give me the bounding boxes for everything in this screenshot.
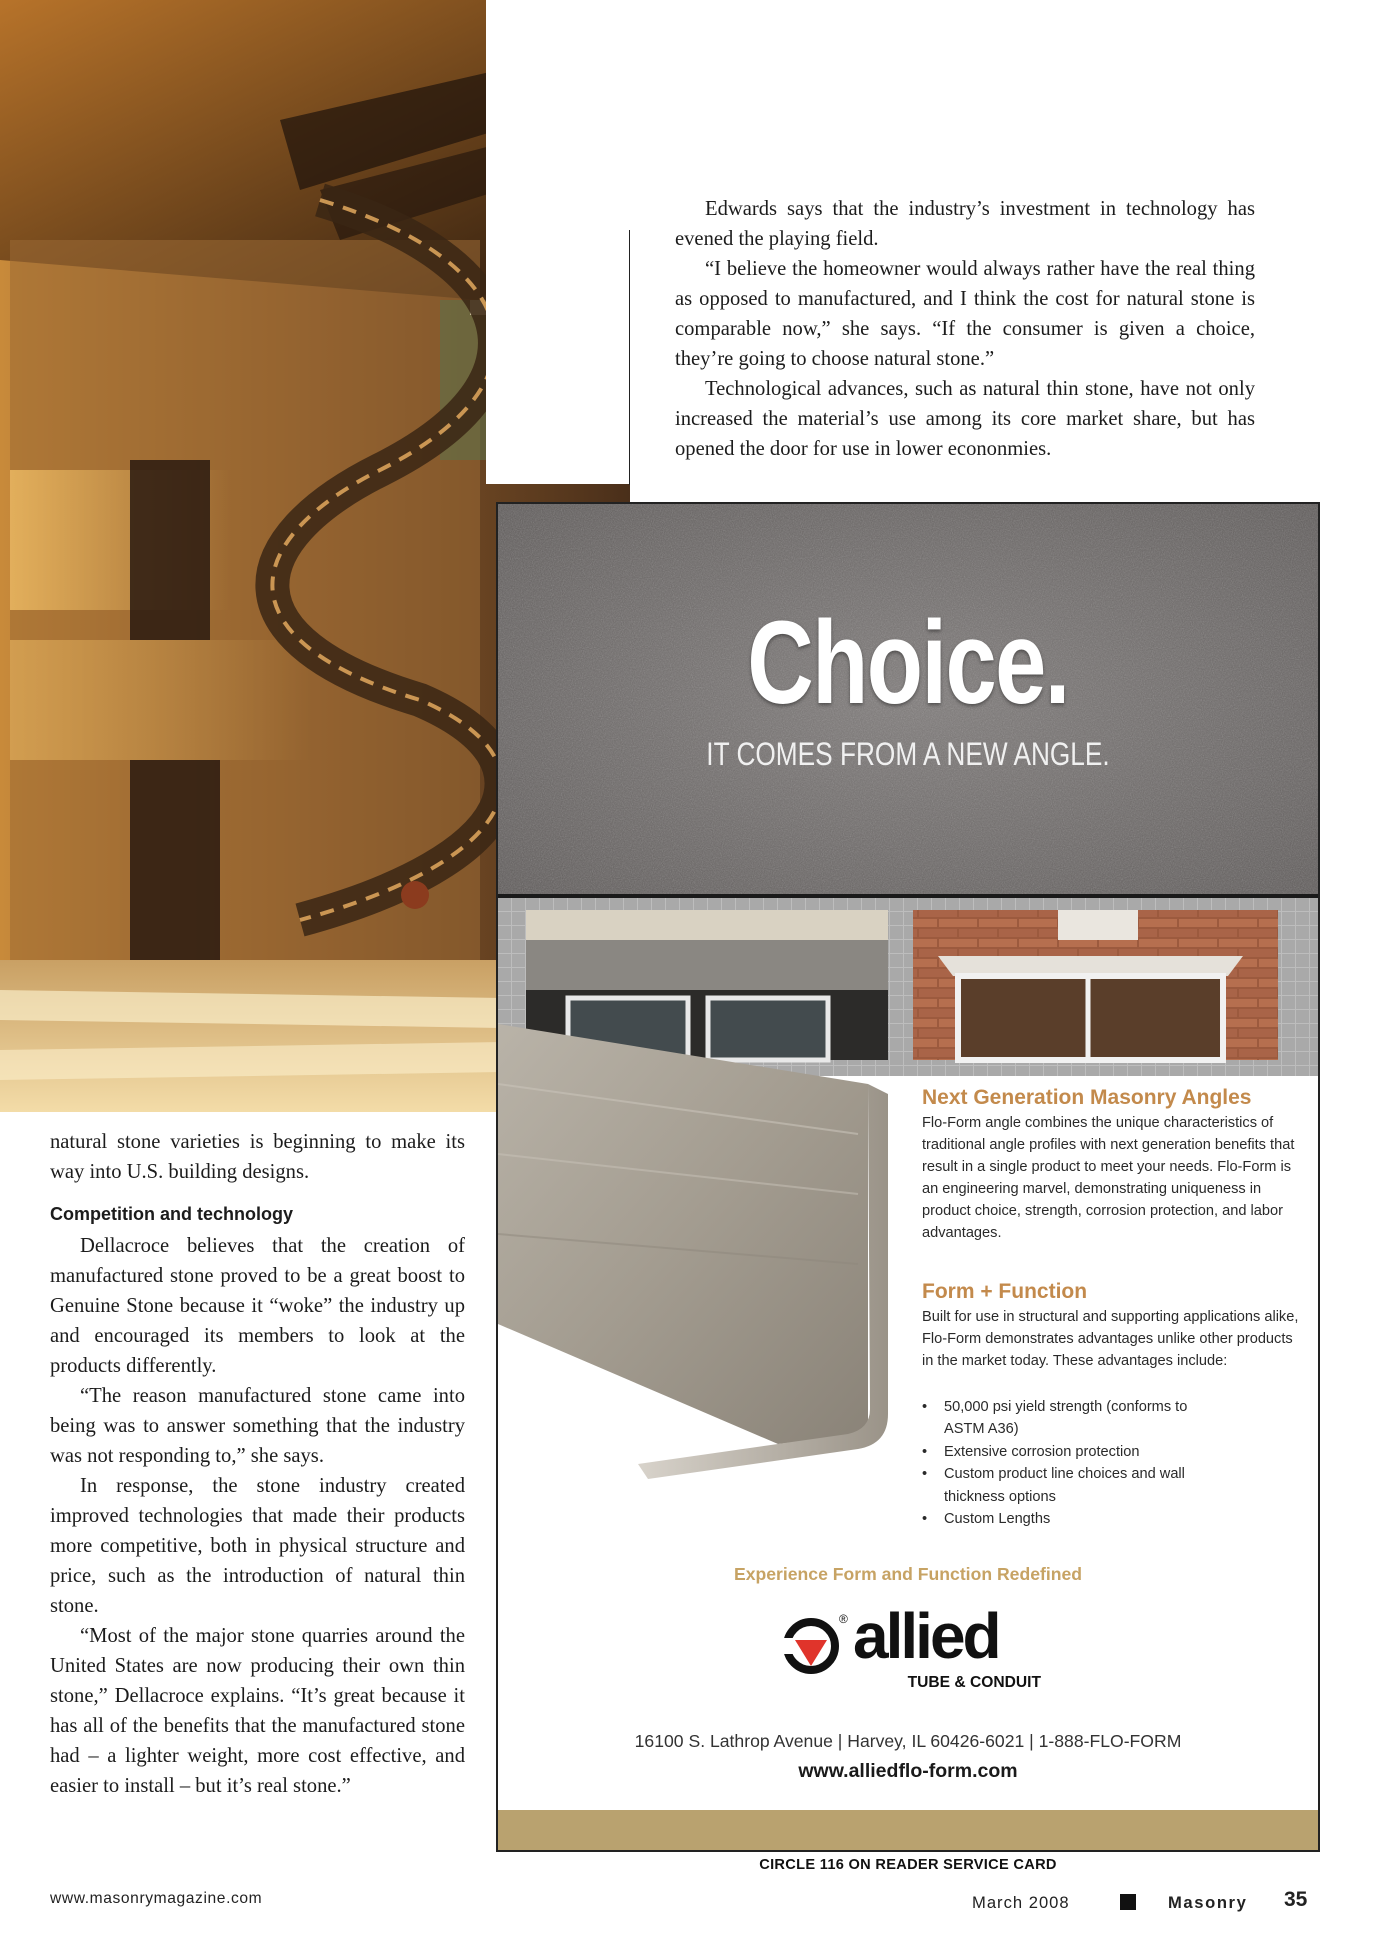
ad-advantage-item: • Custom product line choices and wall thickness options (922, 1463, 1222, 1508)
allied-logo-subtitle: TUBE & CONDUIT (907, 1674, 1041, 1691)
footer-square-icon (1120, 1894, 1136, 1910)
ad-angle-product-image (498, 1024, 918, 1484)
article-paragraph: “I believe the homeowner would always rather have the real thing as opposed to manufactured, and I think the cost for natural stone is comparable now,” she says. “If the consumer is given a choice, they’re going to choose natural stone.” (675, 258, 1255, 370)
footer-date: March 2008 (972, 1893, 1070, 1912)
article-right-column (675, 194, 1255, 464)
allied-logo-wordmark: allied (853, 1600, 999, 1672)
reader-service-note: CIRCLE 116 ON READER SERVICE CARD (759, 1857, 1057, 1873)
allied-logo[interactable] (781, 1600, 1041, 1704)
ad-section-body: Flo-Form angle combines the unique characteristics of traditional angle profiles with next generation benefits that result in a single product to meet your needs. Flo-Form is an engineering marvel, demonstrating uniqueness in product choice, strength, corrosion protection, and labor advantages. (922, 1115, 1295, 1241)
ad-address: 16100 S. Lathrop Avenue | Harvey, IL 60426-6021 | 1-888-FLO-FORM (634, 1731, 1182, 1751)
registered-mark: ® (839, 1612, 848, 1626)
credit-rule (629, 230, 630, 485)
ad-subheadline: IT COMES FROM A NEW ANGLE. (706, 736, 1110, 772)
footer-page-number: 35 (1284, 1888, 1308, 1911)
footer-magazine-name: Masonry (1168, 1893, 1248, 1912)
ad-section-body: Built for use in structural and supporting applications alike, Flo-Form demonstrates advantages unlike other products in the market today. These advantages include: (922, 1309, 1299, 1369)
article-paragraph: Dellacroce believes that the creation of manufactured stone proved to be a great boost to Genuine Stone because it “woke” the industry up and encouraged its members to look at the products differently. (50, 1235, 465, 1377)
article-paragraph: “The reason manufactured stone came into being was to answer something that the industry was not responding to,” she says. (50, 1385, 465, 1467)
photo-white-strip (486, 0, 630, 484)
ad-tagline: Experience Form and Function Redefined (733, 1564, 1083, 1584)
ad-advantages-list (922, 1396, 1222, 1530)
ad-website-link[interactable]: www.alliedflo-form.com (798, 1760, 1018, 1782)
ad-headline: Choice. (747, 597, 1069, 729)
section-subhead: Competition and technology (50, 1204, 293, 1224)
article-left-column (50, 1127, 465, 1801)
allied-advertisement[interactable] (496, 502, 1320, 1852)
article-lead: natural stone varieties is beginning to make its way into U.S. building designs. (50, 1131, 465, 1183)
ad-bottom-bar (498, 1810, 1318, 1850)
ad-section-title: Next Generation Masonry Angles (922, 1086, 1252, 1109)
article-paragraph: Technological advances, such as natural thin stone, have not only increased the material’s use among its core market share, but has opened the door for use in lower econonmies. (675, 378, 1255, 460)
ad-advantage-item: • Custom Lengths (922, 1508, 1222, 1530)
ad-section-title: Form + Function (922, 1280, 1088, 1303)
ad-advantage-item: • Extensive corrosion protection (922, 1441, 1222, 1463)
article-paragraph: Edwards says that the industry’s investment in technology has evened the playing field. (675, 198, 1255, 250)
article-paragraph: In response, the stone industry created improved technologies that made their products more competitive, both in physical structure and price, such as the introduction of natural thin stone. (50, 1475, 465, 1617)
footer-website[interactable]: www.masonrymagazine.com (50, 1890, 263, 1907)
article-paragraph: “Most of the major stone quarries around the United States are now producing their own thin stone,” Dellacroce explains. “It’s great because it has all of the benefits that the manufactured stone had – a lighter weight, more cost effective, and easier to install – but it’s real stone.” (50, 1625, 465, 1797)
ad-advantage-item: • 50,000 psi yield strength (conforms to ASTM A36) (922, 1396, 1222, 1441)
